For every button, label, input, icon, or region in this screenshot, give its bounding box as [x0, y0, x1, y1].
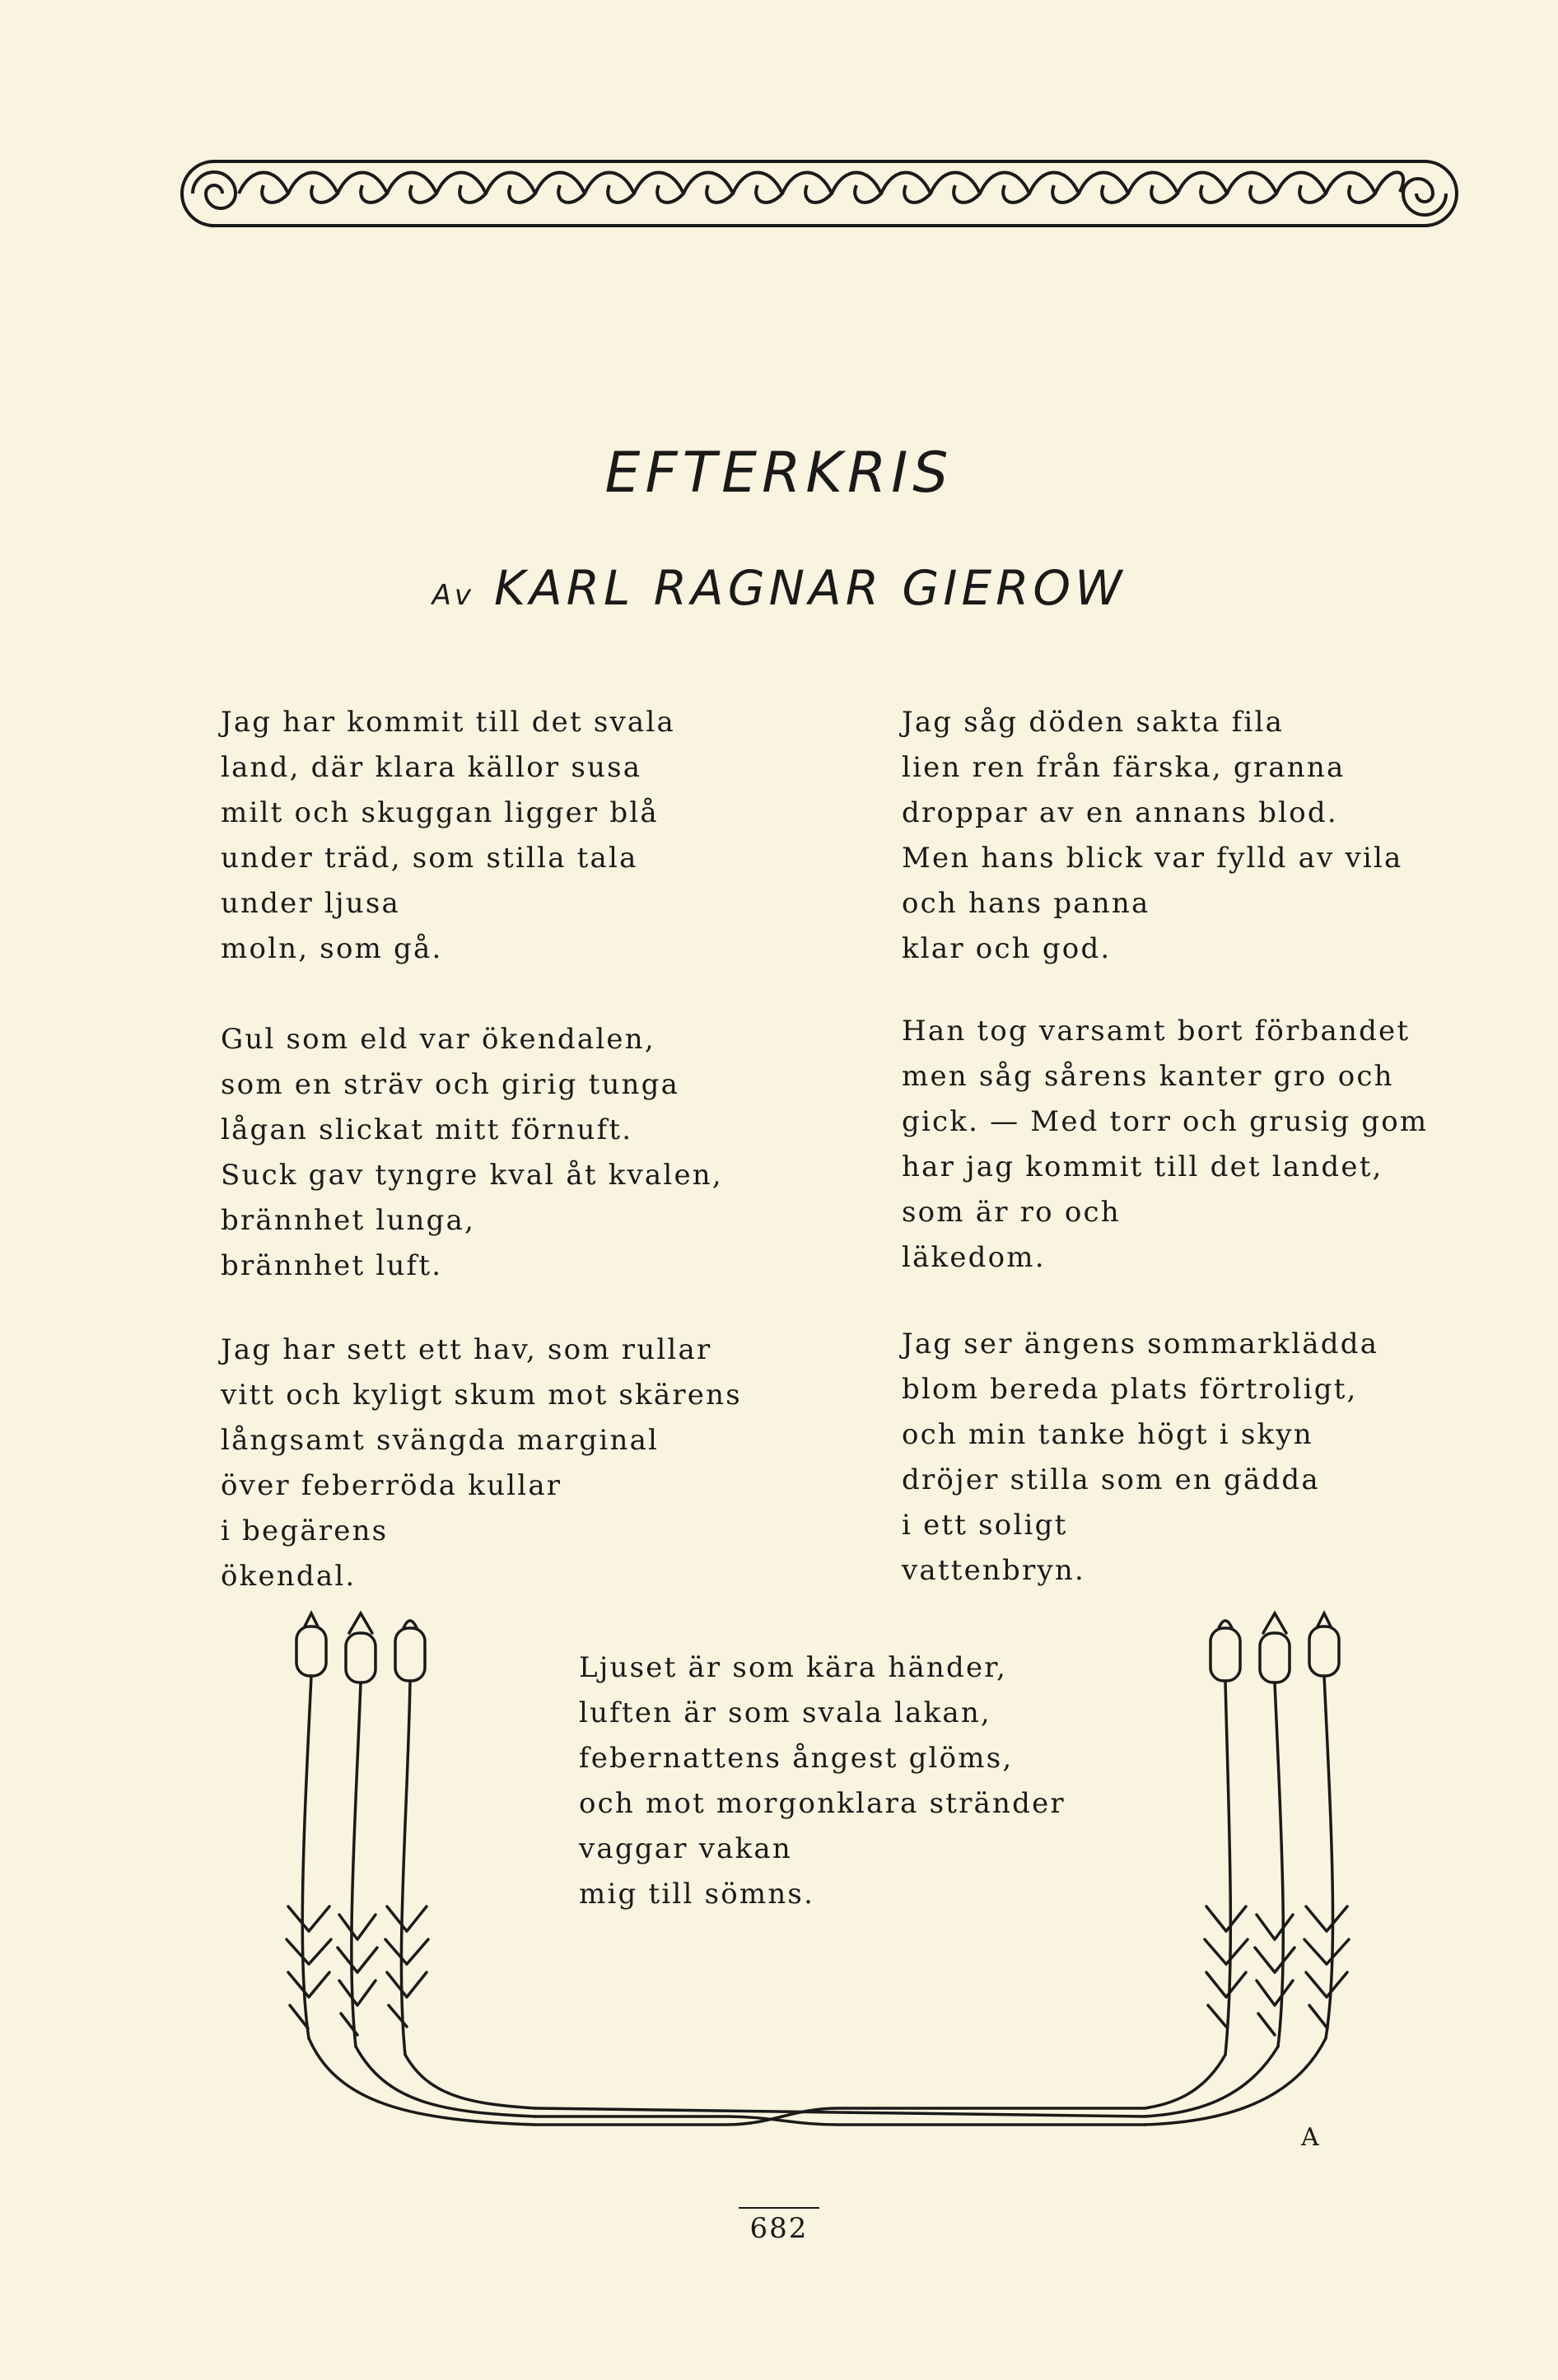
poem-title: EFTERKRIS: [604, 441, 954, 506]
stanza-line: Jag ser ängens sommarklädda: [902, 1328, 1379, 1360]
stanza-line: moln, som gå.: [221, 932, 443, 965]
stanza-line: men såg sårens kanter gro och: [902, 1060, 1394, 1093]
stanza-line: Han tog varsamt bort förbandet: [902, 1015, 1411, 1048]
stanza-line: läkedom.: [902, 1241, 1046, 1274]
stanza-line: ökendal.: [221, 1560, 357, 1593]
wave-border-ornament: [177, 156, 1462, 231]
stanza-1: [221, 700, 814, 972]
byline: [0, 560, 1558, 616]
stanza-3: [221, 1328, 814, 1599]
stanza-line: lågan slickat mitt förnuft.: [221, 1113, 633, 1146]
stanza-line: Jag såg döden sakta fila: [902, 706, 1285, 739]
stanza-line: och hans panna: [902, 887, 1150, 920]
stanza-line: gick. — Med torr och grusig gom: [902, 1105, 1429, 1138]
stanza-line: och mot morgonklara stränder: [579, 1787, 1066, 1820]
stanza-7: [579, 1645, 1172, 1917]
stanza-5: [902, 1009, 1495, 1281]
stanza-line: luften är som svala lakan,: [579, 1696, 991, 1729]
stanza-line: dröjer stilla som en gädda: [902, 1463, 1320, 1496]
stanza-line: och min tanke högt i skyn: [902, 1418, 1313, 1451]
stanza-2: [221, 1017, 814, 1289]
stanza-line: klar och god.: [902, 932, 1112, 965]
stanza-line: Jag har kommit till det svala: [221, 706, 675, 739]
stanza-line: vaggar vakan: [579, 1832, 792, 1865]
page-number: [0, 2207, 1558, 2245]
monogram-signature: A: [1301, 2123, 1319, 2152]
stanza-line: som är ro och: [902, 1196, 1121, 1229]
byline-prefix: Av: [431, 579, 474, 612]
stanza-line: över feberröda kullar: [221, 1469, 562, 1502]
stanza-line: blom bereda plats förtroligt,: [902, 1373, 1358, 1406]
stanza-line: under ljusa: [221, 887, 400, 920]
stanza-line: mig till sömns.: [579, 1878, 815, 1911]
stanza-line: Jag har sett ett hav, som rullar: [221, 1333, 712, 1366]
stanza-line: febernattens ångest glöms,: [579, 1742, 1014, 1775]
stanza-line: milt och skuggan ligger blå: [221, 796, 659, 829]
stanza-line: vattenbryn.: [902, 1554, 1085, 1587]
stanza-line: land, där klara källor susa: [221, 751, 642, 784]
braided-ribbon: [535, 2108, 1145, 2125]
stanza-line: långsamt svängda marginal: [221, 1424, 660, 1457]
wave-pattern: [239, 172, 1403, 203]
stanza-line: under träd, som stilla tala: [221, 842, 638, 875]
stanza-line: Men hans blick var fylld av vila: [902, 842, 1403, 875]
stanza-line: brännhet luft.: [221, 1249, 443, 1282]
left-spiral-icon: [193, 172, 236, 208]
stanza-line: i begärens: [221, 1514, 389, 1547]
left-reeds-icon: [287, 1613, 535, 2125]
stanza-line: i ett soligt: [902, 1509, 1068, 1542]
author-name: KARL RAGNAR GIEROW: [493, 560, 1127, 616]
stanza-4: [902, 700, 1495, 972]
stanza-line: har jag kommit till det landet,: [902, 1150, 1383, 1183]
stanza-line: som en sträv och girig tunga: [221, 1068, 680, 1101]
right-reeds-icon: [1145, 1613, 1349, 2125]
stanza-line: vitt och kyligt skum mot skärens: [221, 1379, 742, 1412]
stanza-6: [902, 1322, 1495, 1594]
page-number-value: 682: [739, 2207, 820, 2245]
right-spiral-icon: [1403, 179, 1446, 215]
stanza-line: brännhet lunga,: [221, 1204, 476, 1237]
stanza-line: lien ren från färska, granna: [902, 751, 1346, 784]
stanza-line: Ljuset är som kära händer,: [579, 1651, 1008, 1684]
stanza-line: Gul som eld var ökendalen,: [221, 1023, 655, 1056]
stanza-line: Suck gav tyngre kval åt kvalen,: [221, 1159, 723, 1192]
stanza-line: droppar av en annans blod.: [902, 796, 1338, 829]
